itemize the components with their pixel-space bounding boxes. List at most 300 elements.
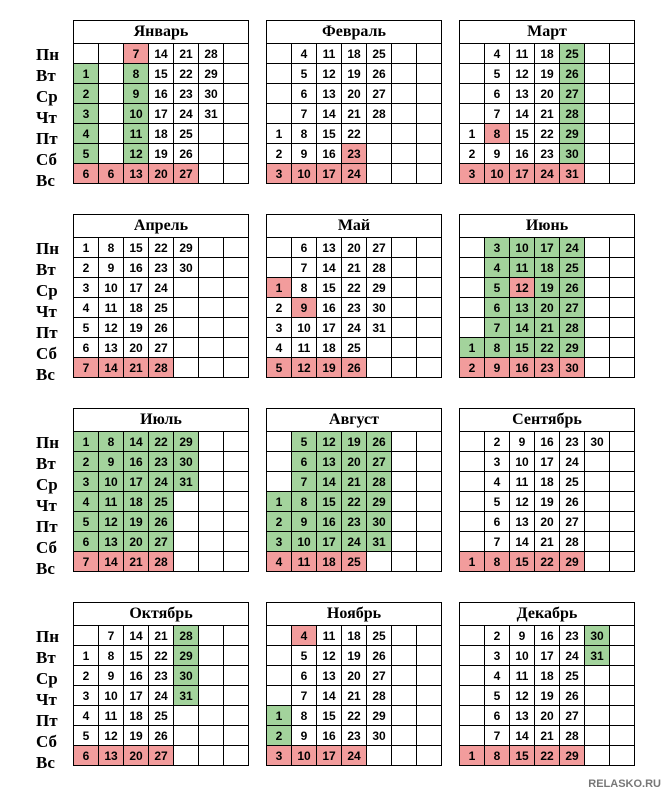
- day-cell: 27: [149, 338, 174, 358]
- day-cell: 29: [560, 338, 585, 358]
- day-cell: 9: [292, 144, 317, 164]
- month-block: [266, 408, 442, 572]
- month-block: [266, 20, 442, 184]
- day-cell: 6: [292, 666, 317, 686]
- empty-cell: [174, 318, 199, 338]
- month-title: Март: [459, 20, 635, 43]
- day-cell: 7: [124, 44, 149, 64]
- day-cell: 11: [317, 626, 342, 646]
- weekday-label-2-6: Сб: [36, 344, 57, 363]
- month-block: [73, 20, 249, 184]
- day-cell: 23: [342, 298, 367, 318]
- day-cell: 2: [485, 432, 510, 452]
- weekday-label-3-1: Пн: [36, 433, 60, 452]
- day-cell: 8: [292, 124, 317, 144]
- day-cell: 4: [485, 258, 510, 278]
- empty-cell: [367, 552, 392, 572]
- empty-cell: [199, 512, 224, 532]
- day-cell: 8: [99, 646, 124, 666]
- day-cell: 20: [342, 666, 367, 686]
- empty-cell: [174, 512, 199, 532]
- month-title: Январь: [73, 20, 249, 43]
- day-cell: 14: [99, 552, 124, 572]
- empty-cell: [224, 318, 249, 338]
- day-cell: 6: [74, 746, 99, 766]
- day-cell: 14: [317, 686, 342, 706]
- day-cell: 8: [292, 278, 317, 298]
- weekday-label-2-4: Чт: [36, 302, 57, 321]
- month-grid: [73, 625, 249, 766]
- day-cell: 8: [485, 338, 510, 358]
- day-cell: 24: [342, 532, 367, 552]
- day-cell: 12: [99, 726, 124, 746]
- day-cell: 11: [99, 492, 124, 512]
- empty-cell: [392, 164, 417, 184]
- empty-cell: [610, 512, 635, 532]
- day-cell: 3: [267, 164, 292, 184]
- day-cell: 19: [342, 64, 367, 84]
- month-title: Май: [266, 214, 442, 237]
- empty-cell: [610, 258, 635, 278]
- day-cell: 24: [149, 278, 174, 298]
- day-cell: 23: [560, 626, 585, 646]
- day-cell: 15: [510, 746, 535, 766]
- day-cell: 12: [317, 432, 342, 452]
- day-cell: 21: [149, 626, 174, 646]
- day-cell: 9: [124, 84, 149, 104]
- day-cell: 6: [485, 706, 510, 726]
- empty-cell: [585, 124, 610, 144]
- day-cell: 3: [460, 164, 485, 184]
- day-cell: 30: [367, 726, 392, 746]
- empty-cell: [224, 492, 249, 512]
- empty-cell: [585, 472, 610, 492]
- weekday-label-2-1: Пн: [36, 239, 60, 258]
- day-cell: 17: [317, 318, 342, 338]
- day-cell: 3: [485, 646, 510, 666]
- day-cell: 4: [485, 472, 510, 492]
- day-cell: 20: [124, 532, 149, 552]
- day-cell: 22: [149, 646, 174, 666]
- day-cell: 17: [124, 278, 149, 298]
- day-cell: 16: [124, 452, 149, 472]
- empty-cell: [610, 532, 635, 552]
- day-cell: 21: [342, 258, 367, 278]
- day-cell: 7: [74, 358, 99, 378]
- day-cell: 15: [317, 278, 342, 298]
- empty-cell: [174, 358, 199, 378]
- empty-cell: [392, 706, 417, 726]
- day-cell: 17: [535, 452, 560, 472]
- empty-cell: [392, 124, 417, 144]
- empty-cell: [585, 512, 610, 532]
- weekday-label-4-3: Ср: [36, 669, 58, 688]
- day-cell: 29: [174, 432, 199, 452]
- day-cell: 6: [485, 512, 510, 532]
- month-title: Август: [266, 408, 442, 431]
- empty-cell: [417, 104, 442, 124]
- empty-cell: [417, 258, 442, 278]
- empty-cell: [267, 258, 292, 278]
- day-cell: 7: [485, 532, 510, 552]
- day-cell: 14: [510, 726, 535, 746]
- empty-cell: [585, 64, 610, 84]
- weekday-label-4-7: Вс: [36, 753, 55, 772]
- month-grid: [73, 431, 249, 572]
- empty-cell: [585, 84, 610, 104]
- empty-cell: [610, 44, 635, 64]
- day-cell: 19: [535, 64, 560, 84]
- day-cell: 6: [74, 164, 99, 184]
- empty-cell: [460, 104, 485, 124]
- empty-cell: [460, 44, 485, 64]
- empty-cell: [610, 164, 635, 184]
- day-cell: 25: [149, 298, 174, 318]
- day-cell: 3: [267, 318, 292, 338]
- day-cell: 10: [292, 746, 317, 766]
- day-cell: 16: [510, 358, 535, 378]
- day-cell: 20: [535, 512, 560, 532]
- empty-cell: [199, 124, 224, 144]
- day-cell: 26: [367, 432, 392, 452]
- day-cell: 24: [560, 452, 585, 472]
- month-grid: [266, 43, 442, 184]
- day-cell: 13: [99, 746, 124, 766]
- day-cell: 27: [560, 84, 585, 104]
- empty-cell: [392, 552, 417, 572]
- weekday-label-1-4: Чт: [36, 108, 57, 127]
- empty-cell: [367, 746, 392, 766]
- empty-cell: [417, 44, 442, 64]
- empty-cell: [610, 238, 635, 258]
- empty-cell: [392, 626, 417, 646]
- day-cell: 17: [317, 532, 342, 552]
- day-cell: 25: [174, 124, 199, 144]
- day-cell: 4: [74, 492, 99, 512]
- empty-cell: [585, 666, 610, 686]
- day-cell: 14: [510, 532, 535, 552]
- empty-cell: [199, 626, 224, 646]
- day-cell: 9: [510, 626, 535, 646]
- month-title: Октябрь: [73, 602, 249, 625]
- day-cell: 6: [99, 164, 124, 184]
- day-cell: 10: [99, 686, 124, 706]
- empty-cell: [610, 686, 635, 706]
- day-cell: 16: [317, 144, 342, 164]
- month-grid: [459, 237, 635, 378]
- day-cell: 8: [292, 492, 317, 512]
- day-cell: 30: [174, 666, 199, 686]
- day-cell: 21: [174, 44, 199, 64]
- day-cell: 17: [510, 164, 535, 184]
- empty-cell: [367, 124, 392, 144]
- empty-cell: [460, 452, 485, 472]
- day-cell: 25: [367, 44, 392, 64]
- day-cell: 5: [267, 358, 292, 378]
- empty-cell: [392, 666, 417, 686]
- day-cell: 24: [342, 164, 367, 184]
- day-cell: 23: [535, 144, 560, 164]
- empty-cell: [585, 552, 610, 572]
- day-cell: 11: [510, 258, 535, 278]
- day-cell: 27: [174, 164, 199, 184]
- day-cell: 30: [174, 452, 199, 472]
- day-cell: 19: [535, 686, 560, 706]
- day-cell: 18: [535, 472, 560, 492]
- day-cell: 6: [292, 452, 317, 472]
- day-cell: 4: [74, 706, 99, 726]
- day-cell: 24: [560, 646, 585, 666]
- day-cell: 24: [342, 318, 367, 338]
- day-cell: 19: [124, 726, 149, 746]
- empty-cell: [224, 358, 249, 378]
- day-cell: 2: [267, 726, 292, 746]
- empty-cell: [174, 278, 199, 298]
- day-cell: 23: [560, 432, 585, 452]
- day-cell: 26: [174, 144, 199, 164]
- day-cell: 10: [485, 164, 510, 184]
- month-title: Июнь: [459, 214, 635, 237]
- day-cell: 14: [99, 358, 124, 378]
- day-cell: 13: [99, 532, 124, 552]
- empty-cell: [199, 358, 224, 378]
- month-block: [459, 214, 635, 378]
- day-cell: 10: [510, 452, 535, 472]
- day-cell: 15: [510, 338, 535, 358]
- empty-cell: [417, 512, 442, 532]
- day-cell: 26: [149, 318, 174, 338]
- month-block: [73, 408, 249, 572]
- empty-cell: [610, 666, 635, 686]
- day-cell: 3: [74, 686, 99, 706]
- day-cell: 2: [267, 512, 292, 532]
- day-cell: 31: [560, 164, 585, 184]
- empty-cell: [392, 338, 417, 358]
- day-cell: 27: [560, 706, 585, 726]
- day-cell: 14: [317, 104, 342, 124]
- empty-cell: [417, 432, 442, 452]
- day-cell: 24: [560, 238, 585, 258]
- day-cell: 11: [124, 124, 149, 144]
- empty-cell: [224, 44, 249, 64]
- day-cell: 10: [510, 238, 535, 258]
- empty-cell: [460, 432, 485, 452]
- empty-cell: [392, 452, 417, 472]
- empty-cell: [392, 432, 417, 452]
- empty-cell: [199, 298, 224, 318]
- day-cell: 12: [510, 686, 535, 706]
- empty-cell: [392, 144, 417, 164]
- empty-cell: [460, 666, 485, 686]
- day-cell: 12: [99, 512, 124, 532]
- day-cell: 25: [560, 44, 585, 64]
- empty-cell: [199, 532, 224, 552]
- month-title: Ноябрь: [266, 602, 442, 625]
- day-cell: 13: [124, 164, 149, 184]
- day-cell: 7: [485, 726, 510, 746]
- empty-cell: [417, 452, 442, 472]
- empty-cell: [417, 338, 442, 358]
- empty-cell: [392, 318, 417, 338]
- empty-cell: [199, 472, 224, 492]
- empty-cell: [199, 278, 224, 298]
- weekday-label-1-7: Вс: [36, 171, 55, 190]
- month-block: [266, 214, 442, 378]
- day-cell: 24: [342, 746, 367, 766]
- empty-cell: [417, 64, 442, 84]
- empty-cell: [99, 104, 124, 124]
- empty-cell: [267, 452, 292, 472]
- day-cell: 29: [560, 552, 585, 572]
- day-cell: 23: [342, 144, 367, 164]
- day-cell: 14: [317, 258, 342, 278]
- empty-cell: [224, 298, 249, 318]
- day-cell: 28: [560, 532, 585, 552]
- empty-cell: [392, 258, 417, 278]
- empty-cell: [417, 144, 442, 164]
- month-title: Июль: [73, 408, 249, 431]
- empty-cell: [585, 318, 610, 338]
- day-cell: 1: [267, 124, 292, 144]
- day-cell: 16: [317, 298, 342, 318]
- empty-cell: [417, 726, 442, 746]
- empty-cell: [267, 686, 292, 706]
- day-cell: 18: [535, 666, 560, 686]
- day-cell: 30: [585, 432, 610, 452]
- empty-cell: [199, 258, 224, 278]
- weekday-label-1-5: Пт: [36, 129, 58, 148]
- empty-cell: [224, 726, 249, 746]
- month-grid: [266, 625, 442, 766]
- empty-cell: [392, 686, 417, 706]
- day-cell: 22: [535, 124, 560, 144]
- empty-cell: [417, 358, 442, 378]
- empty-cell: [417, 238, 442, 258]
- day-cell: 16: [317, 726, 342, 746]
- day-cell: 19: [535, 492, 560, 512]
- day-cell: 29: [367, 706, 392, 726]
- empty-cell: [460, 512, 485, 532]
- day-cell: 27: [149, 746, 174, 766]
- empty-cell: [417, 666, 442, 686]
- day-cell: 11: [99, 706, 124, 726]
- day-cell: 16: [535, 626, 560, 646]
- empty-cell: [585, 746, 610, 766]
- empty-cell: [417, 552, 442, 572]
- day-cell: 13: [510, 512, 535, 532]
- day-cell: 4: [485, 666, 510, 686]
- empty-cell: [610, 472, 635, 492]
- empty-cell: [610, 646, 635, 666]
- day-cell: 28: [367, 258, 392, 278]
- empty-cell: [174, 726, 199, 746]
- day-cell: 2: [74, 452, 99, 472]
- day-cell: 6: [74, 338, 99, 358]
- empty-cell: [392, 358, 417, 378]
- day-cell: 15: [510, 124, 535, 144]
- day-cell: 17: [317, 164, 342, 184]
- day-cell: 19: [342, 646, 367, 666]
- day-cell: 18: [342, 44, 367, 64]
- day-cell: 22: [174, 64, 199, 84]
- day-cell: 22: [149, 238, 174, 258]
- day-cell: 11: [510, 44, 535, 64]
- day-cell: 31: [199, 104, 224, 124]
- day-cell: 14: [124, 626, 149, 646]
- empty-cell: [224, 452, 249, 472]
- day-cell: 12: [124, 144, 149, 164]
- day-cell: 20: [535, 298, 560, 318]
- day-cell: 30: [560, 144, 585, 164]
- day-cell: 17: [124, 686, 149, 706]
- weekday-label-4-4: Чт: [36, 690, 57, 709]
- empty-cell: [392, 298, 417, 318]
- day-cell: 24: [149, 686, 174, 706]
- day-cell: 28: [560, 318, 585, 338]
- day-cell: 23: [149, 258, 174, 278]
- month-grid: [73, 237, 249, 378]
- empty-cell: [199, 144, 224, 164]
- weekday-label-1-6: Сб: [36, 150, 57, 169]
- day-cell: 7: [292, 104, 317, 124]
- empty-cell: [224, 432, 249, 452]
- day-cell: 23: [342, 726, 367, 746]
- day-cell: 17: [535, 238, 560, 258]
- day-cell: 18: [124, 298, 149, 318]
- day-cell: 20: [124, 746, 149, 766]
- weekday-label-1-3: Ср: [36, 87, 58, 106]
- day-cell: 27: [367, 666, 392, 686]
- day-cell: 21: [535, 532, 560, 552]
- day-cell: 20: [342, 238, 367, 258]
- day-cell: 18: [149, 124, 174, 144]
- empty-cell: [224, 338, 249, 358]
- day-cell: 1: [74, 432, 99, 452]
- empty-cell: [585, 44, 610, 64]
- day-cell: 19: [535, 278, 560, 298]
- day-cell: 8: [99, 238, 124, 258]
- empty-cell: [74, 626, 99, 646]
- empty-cell: [199, 238, 224, 258]
- day-cell: 21: [535, 726, 560, 746]
- day-cell: 1: [267, 492, 292, 512]
- day-cell: 13: [317, 84, 342, 104]
- empty-cell: [460, 492, 485, 512]
- day-cell: 16: [510, 144, 535, 164]
- empty-cell: [174, 706, 199, 726]
- empty-cell: [224, 646, 249, 666]
- empty-cell: [199, 452, 224, 472]
- empty-cell: [460, 318, 485, 338]
- empty-cell: [224, 552, 249, 572]
- empty-cell: [199, 646, 224, 666]
- day-cell: 12: [292, 358, 317, 378]
- day-cell: 26: [342, 358, 367, 378]
- day-cell: 7: [99, 626, 124, 646]
- day-cell: 6: [74, 532, 99, 552]
- day-cell: 5: [292, 432, 317, 452]
- day-cell: 10: [292, 164, 317, 184]
- empty-cell: [417, 626, 442, 646]
- empty-cell: [392, 64, 417, 84]
- day-cell: 21: [124, 358, 149, 378]
- month-title: Февраль: [266, 20, 442, 43]
- day-cell: 5: [485, 64, 510, 84]
- empty-cell: [392, 104, 417, 124]
- day-cell: 8: [485, 124, 510, 144]
- empty-cell: [417, 746, 442, 766]
- day-cell: 23: [149, 452, 174, 472]
